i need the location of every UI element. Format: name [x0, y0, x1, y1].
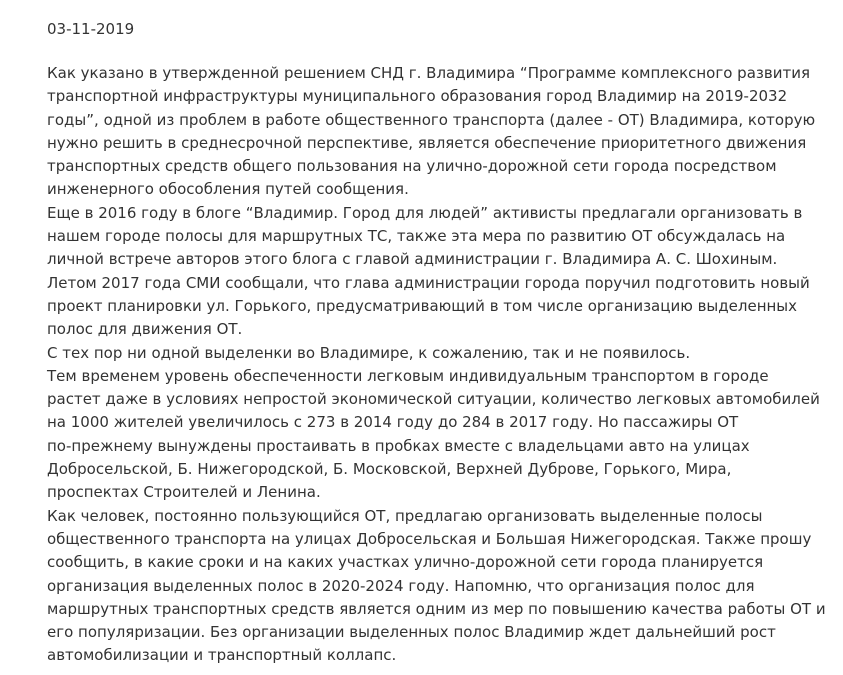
- body-line: проект планировки ул. Горького, предусматривающий в том числе организацию выделенных: [47, 296, 798, 315]
- body-line: инженерного обособления путей сообщения.: [47, 180, 409, 199]
- body-line: по-прежнему вынуждены простаивать в пробках вместе с владельцами авто на улицах: [47, 436, 750, 455]
- body-line: полос для движения ОТ.: [47, 320, 243, 339]
- body-line: проспектах Строителей и Ленина.: [47, 483, 321, 502]
- body-line: общественного транспорта на улицах Добросельская и Большая Нижегородская. Также прошу: [47, 529, 812, 548]
- body-line: транспортных средств общего пользования на улично-дорожной сети города посредством: [47, 157, 777, 176]
- body-line: Добросельской, Б. Нижегородской, Б. Московской, Верхней Дуброве, Горького, Мира,: [47, 460, 732, 479]
- body-line: нашем городе полосы для маршрутных ТС, также эта мера по развитию ОТ обсуждалась на: [47, 227, 786, 246]
- body-line: личной встрече авторов этого блога с главой администрации г. Владимира А. С. Шохиным.: [47, 250, 778, 269]
- body-line: организация выделенных полос в 2020-2024 году. Напомню, что организация полос для: [47, 576, 755, 595]
- body-line: маршрутных транспортных средств является одним из мер по повышению качества работы ОТ и: [47, 599, 826, 618]
- body-line: Летом 2017 года СМИ сообщали, что глава администрации города поручил подготовить новый: [47, 273, 810, 292]
- body-line: С тех пор ни одной выделенки во Владимире, к сожалению, так и не появилось.: [47, 343, 691, 362]
- body-line: Как указано в утвержденной решением СНД г. Владимира “Программе комплексного развития: [47, 64, 810, 82]
- body-line: растет даже в условиях непростой экономической ситуации, количество легковых автомобилей: [47, 390, 820, 409]
- body-line: автомобилизации и транспортный коллапс.: [47, 646, 397, 665]
- body-line: на 1000 жителей увеличилось с 273 в 2014 году до 284 в 2017 году. Но пассажиры ОТ: [47, 413, 739, 432]
- post-date: 03-11-2019: [47, 20, 135, 38]
- body-line: годы”, одной из проблем в работе общественного транспорта (далее - ОТ) Владимира, которую: [47, 110, 816, 129]
- body-line: нужно решить в среднесрочной перспективе, является обеспечение приоритетного движения: [47, 133, 807, 152]
- body-line: Еще в 2016 году в блоге “Владимир. Город для людей” активисты предлагали организовать в: [47, 203, 803, 222]
- post-body: [47, 62, 837, 668]
- body-line: Как человек, постоянно пользующийся ОТ, предлагаю организовать выделенные полосы: [47, 506, 763, 525]
- body-line: сообщить, в какие сроки и на каких участках улично-дорожной сети города планируется: [47, 553, 764, 572]
- body-line: Тем временем уровень обеспеченности легковым индивидуальным транспортом в городе: [47, 366, 769, 385]
- body-line: транспортной инфраструктуры муниципального образования город Владимир на 2019-2032: [47, 87, 788, 106]
- body-line: его популяризации. Без организации выделенных полос Владимир ждет дальнейший рост: [47, 623, 776, 642]
